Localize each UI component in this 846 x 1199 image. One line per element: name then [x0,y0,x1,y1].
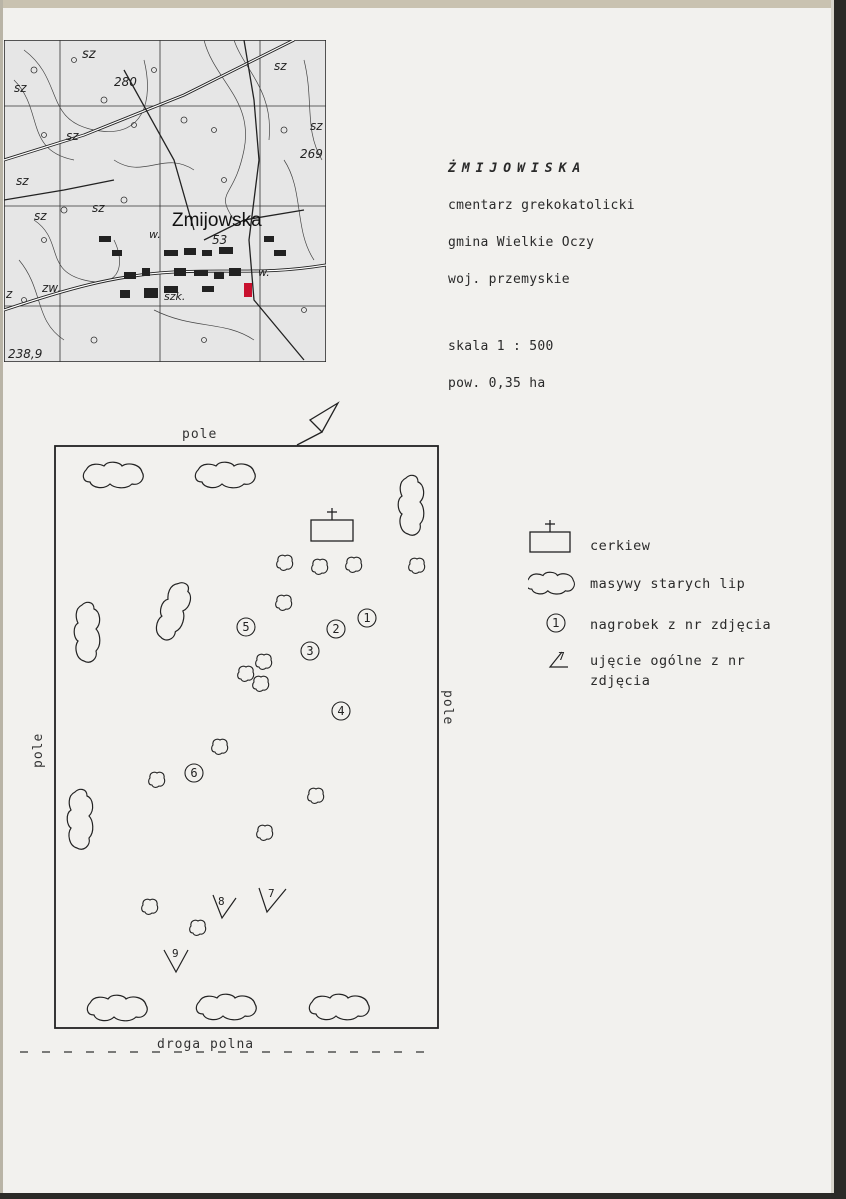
tombstone-3 [301,642,319,660]
cemetery-description [448,150,635,402]
view-angle-9 [164,947,188,972]
tombstone-4 [332,702,350,720]
topo-label: sz [66,129,79,143]
label-right-field: pole [440,690,455,726]
description-line: gmina Wielkie Oczy [448,235,595,250]
topo-label: sz [92,201,105,215]
label-left-field: pole [31,732,46,768]
view-number: 8 [218,895,225,908]
linden-mass [151,579,196,644]
topo-label: sz [310,119,323,133]
topo-label: sz [16,174,29,188]
grave-bush [253,676,269,691]
linden-mass [309,994,369,1020]
linden-mass [87,995,147,1021]
topo-label: w. [149,228,161,241]
legend-linden-icon [528,572,574,594]
cemetery-boundary [55,446,438,1028]
grave-bush [256,654,272,669]
topo-label: sz [34,209,47,223]
description-line: cmentarz grekokatolicki [448,198,635,213]
cemetery-plan [0,395,846,1075]
tombstone-2 [327,620,345,638]
linden-mass [196,994,256,1020]
legend-church-icon [530,520,570,552]
topo-label: zw. [42,281,62,295]
view-number: 7 [268,887,275,900]
legend-symbols [528,520,588,700]
description-line: woj. przemyskie [448,272,570,287]
label-field-road: droga polna [157,1037,255,1052]
topo-label: 53 [212,233,228,247]
grave-bush [308,788,324,803]
page-edge-top [0,0,846,8]
legend [528,520,838,700]
grave-bush [346,557,362,572]
legend-tombstone-icon [547,614,565,632]
view-number: 9 [172,947,179,960]
tombstone-number: 1 [363,611,371,625]
grave-bush [149,772,165,787]
view-angle-7 [259,887,286,912]
legend-tombstone-number: 1 [552,616,560,630]
tombstone-number: 3 [306,644,314,658]
topo-label: sz [14,81,27,95]
label-top-field: pole [182,427,218,442]
legend-label-church: cerkiew [590,538,651,554]
topo-label: z [6,287,13,301]
legend-label-view: ujęcie ogólne z nr [590,653,746,669]
legend-label-lindens: masywy starych lip [590,576,746,592]
topo-label: sz [82,47,96,62]
grave-bush [277,555,293,570]
topo-label: szk. [164,290,186,303]
grave-bush [142,899,158,914]
scale-text: skala 1 : 500 [448,339,554,354]
grave-bush [312,559,328,574]
village-label: Zmijowska [172,210,262,231]
topographic-map [4,40,326,362]
church-symbol [311,508,353,541]
grave-bush [276,595,292,610]
view-angle-8 [213,895,236,918]
topo-label: 238,9 [8,347,43,361]
linden-mass [74,602,100,662]
topo-label: w. [258,266,270,279]
linden-mass [398,475,424,535]
linden-mass [83,462,143,488]
tombstone-number: 4 [337,704,345,718]
linden-mass [195,462,255,488]
grave-bush [212,739,228,754]
tombstone-5 [237,618,255,636]
tombstone-6 [185,764,203,782]
page-edge-bottom [0,1193,846,1199]
linden-mass [67,789,93,849]
tombstone-number: 2 [332,622,340,636]
tombstone-1 [358,609,376,627]
topo-label: sz [274,59,287,73]
grave-bush [190,920,206,935]
grave-bush [409,558,425,573]
legend-view-icon [550,650,568,667]
page-title: ŻMIJOWISKA [448,161,587,176]
area-text: pow. 0,35 ha [448,376,546,391]
legend-label-tombstone: nagrobek z nr zdjęcia [590,617,772,633]
topo-label: 280 [114,75,137,89]
grave-bush [257,825,273,840]
grave-bush [238,666,254,681]
north-arrow [297,403,338,445]
tombstone-number: 6 [190,766,198,780]
tombstone-number: 5 [242,620,250,634]
legend-view-number: 7 [558,650,565,663]
topo-label: 269 [300,147,323,161]
legend-label-view-cont: zdjęcia [590,673,651,689]
